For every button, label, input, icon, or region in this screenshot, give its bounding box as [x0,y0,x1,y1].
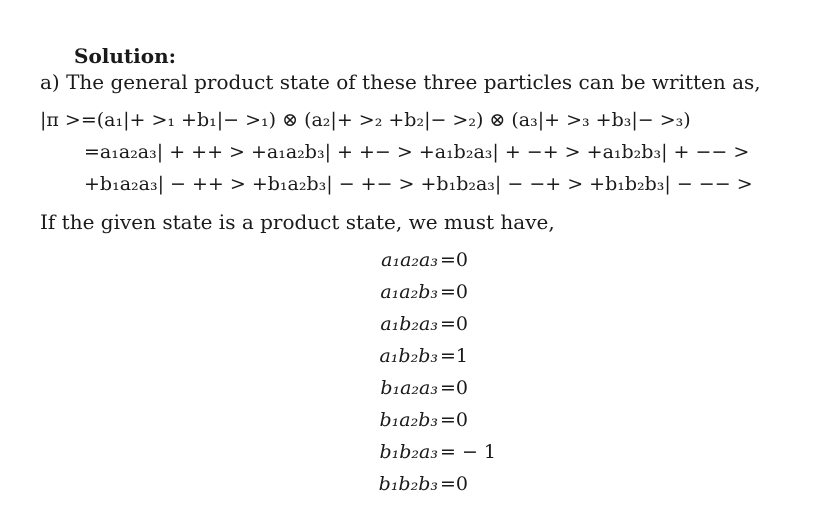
condition-rhs: =0 [440,473,469,495]
condition-row [300,440,500,464]
condition-row [300,280,500,304]
equation-line: |π >=(a₁|+ >₁ +b₁|− >₁) ⊗ (a₂|+ >₂ +b₂|− >₂) ⊗ (a₃|+ >₃ +b₃|− >₃) [40,109,691,131]
condition-rhs: =0 [440,377,469,399]
intro-text: a) The general product state of these three particles can be written as, [40,70,761,94]
condition-row [300,344,500,368]
condition-text: If the given state is a product state, we must have, [40,210,555,234]
condition-rhs: =0 [440,313,469,335]
condition-rhs: =0 [440,249,469,271]
equation-line: +b₁a₂a₃| − ++ > +b₁a₂b₃| − +− > +b₁b₂a₃| − −+ > +b₁b₂b₃| − −− > [84,173,753,195]
condition-rhs: =1 [440,345,469,367]
condition-lhs: a₁b₂a₃ [380,313,438,335]
condition-lhs: a₁b₂b₃ [379,345,438,367]
condition-lhs: b₁a₂a₃ [380,377,438,399]
condition-row [300,312,500,336]
condition-rhs: =0 [440,281,469,303]
equation-line: =a₁a₂a₃| + ++ > +a₁a₂b₃| + +− > +a₁b₂a₃| + −+ > +a₁b₂b₃| + −− > [84,141,750,163]
condition-rhs: =0 [440,409,469,431]
condition-row [300,248,500,272]
condition-row [300,408,500,432]
condition-lhs: a₁a₂a₃ [381,249,438,271]
condition-lhs: b₁a₂b₃ [379,409,438,431]
condition-rhs: = − 1 [440,441,497,463]
condition-row [300,472,500,496]
condition-row [300,376,500,400]
condition-lhs: b₁b₂b₃ [378,473,438,495]
condition-lhs: a₁a₂b₃ [380,281,438,303]
solution-heading: Solution: [74,44,177,68]
condition-lhs: b₁b₂a₃ [379,441,438,463]
